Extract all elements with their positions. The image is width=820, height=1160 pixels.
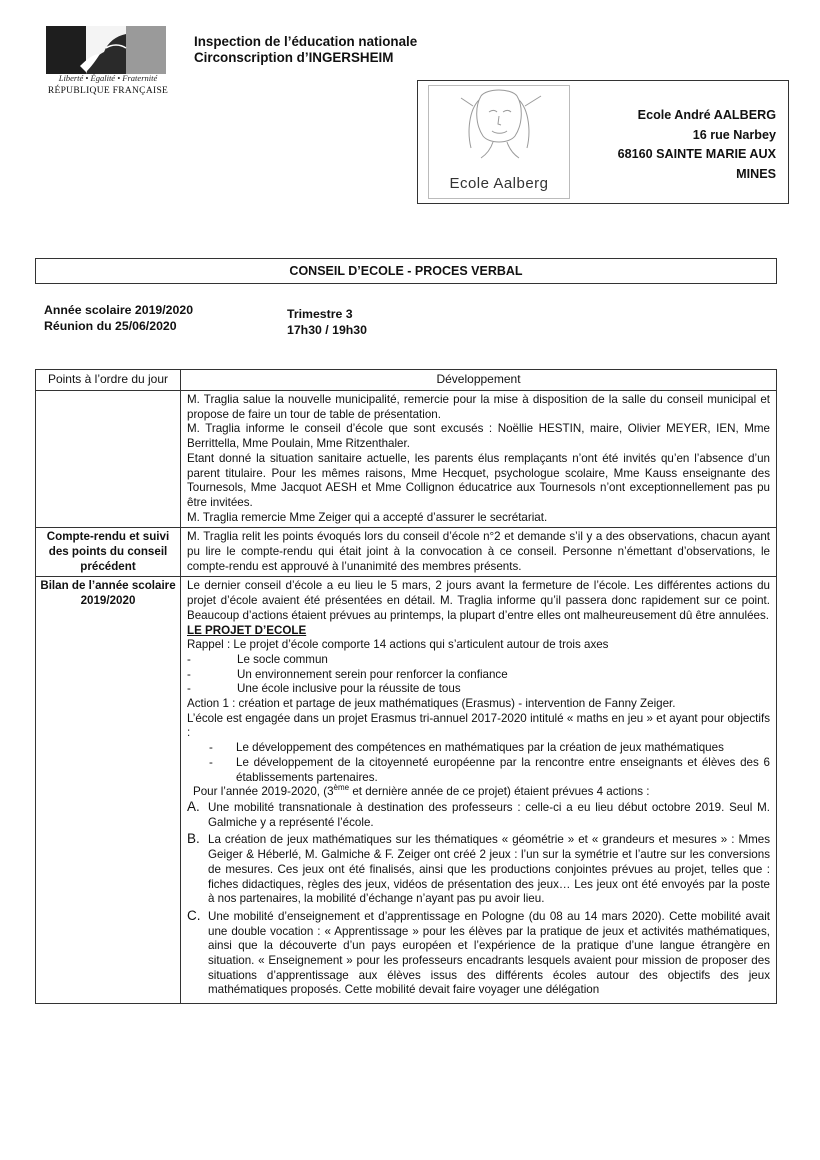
document-title: CONSEIL D’ECOLE - PROCES VERBAL (35, 258, 777, 284)
marianne-icon (46, 26, 166, 74)
inspection-header (194, 34, 417, 66)
minutes-table (35, 369, 777, 1004)
dash: - (187, 667, 191, 681)
dash: - (209, 741, 213, 755)
dash: - (209, 755, 213, 769)
row-compte-rendu-content (181, 528, 777, 577)
row-label-empty (36, 391, 181, 528)
paragraph: M. Traglia informe le conseil d’école que sont excusés : Noëllie HESTIN, maire, Olivier MEYER, IEN, Mme Berrittella, Mme Poulain, Mme Ritzenthaler. (187, 422, 770, 451)
row-bilan-content (181, 577, 777, 1004)
school-box (417, 80, 789, 204)
circonscription-line: Circonscription d’INGERSHEIM (194, 50, 394, 65)
table-row-bilan (36, 577, 777, 1004)
section-heading: LE PROJET D’ECOLE (187, 623, 307, 637)
school-year: Année scolaire 2019/2020 (44, 303, 194, 317)
paragraph: Etant donné la situation sanitaire actuelle, les parents élus remplaçants n’ont été invités qu’en l’absence d’un parent titulaire. Pour les mêmes raisons, Mme Hecquet, psychologue scolaire, Mme Kauss enseignante des Tournesols, Mme Jacquot AESH et Mme Collignon éducatrice aux Tournesols n’ont exceptionnellement pas pu être invitées. (187, 451, 770, 509)
axis-text: Une école inclusive pour la réussite de tous (237, 682, 461, 696)
table-row-intro (36, 391, 777, 528)
list-item (187, 653, 770, 668)
col-header-development: Développement (181, 370, 777, 391)
year-intro-sup: ème (333, 783, 350, 793)
list-item (187, 833, 770, 907)
inspection-line: Inspection de l’éducation nationale (194, 34, 418, 49)
list-letter: C. (187, 907, 201, 923)
axis-text: Le socle commun (237, 652, 328, 666)
meeting-date: Réunion du 25/06/2020 (44, 319, 177, 333)
list-item (187, 668, 770, 683)
meeting-schedule (287, 306, 367, 338)
list-item (187, 756, 770, 785)
axes-list (187, 653, 770, 697)
list-letter: A. (187, 798, 200, 814)
row-label-compte-rendu: Compte-rendu et suivi des points du conseil précédent (36, 528, 181, 577)
action-text: La création de jeux mathématiques sur les thématiques « géométrie » et « grandeurs et mesures » : Mmes Geiger & Héberlé, M. Galmiche & F. Zeiger ont créé 2 jeux : l’un sur la symétrie et l’autre sur les conversions de mesures. Ces jeux ont été finalisés, ainsi que les productions conjointes prévues au projet, telles que : fiches didactiques, règles des jeux, vidéos de présentation des jeux… Les jeux ont été envoyés par la poste à nos partenaires, la mobilité d’échange n’ayant pas pu avoir lieu. (208, 833, 770, 906)
axis-text: Un environnement serein pour renforcer la confiance (237, 667, 508, 681)
objective-text: Le développement de la citoyenneté européenne par la rencontre entre enseignants et élèves des 6 établissements partenaires. (236, 755, 770, 784)
list-letter: B. (187, 831, 200, 847)
paragraph: Action 1 : création et partage de jeux mathématiques (Erasmus) - intervention de Fanny Zeiger. (187, 697, 676, 711)
objective-text: Le développement des compétences en mathématiques par la création de jeux mathématiques (236, 741, 724, 755)
paragraph: L’école est engagée dans un projet Erasmus tri-annuel 2017-2020 intitulé « maths en jeu » et ayant pour objectifs : (187, 711, 770, 740)
school-street: 16 rue Narbey (692, 127, 776, 142)
action-text: Une mobilité d’enseignement et d’apprentissage en Pologne (du 08 au 14 mars 2020). Cette mobilité avait une double vocation : « Apprentissage » pour les élèves par la pratique de jeux et activités mathématiques, ainsi que la découverte d’un pays européen et l’expérience de la pratique d’une langue étrangère en situation. « Enseignement » pour les professeurs encadrants lesquels avaient pour mission de proposer des situations d’apprentissage aux élèves issus des différents écoles autour des objectifs des jeux mathématiques proposés. Cette mobilité devait faire voyager une délégation (208, 909, 770, 997)
action-text: Une mobilité transnationale à destination des professeurs : celle-ci a eu lieu début octobre 2019. Seul M. Galmiche y a représenté l’école. (208, 800, 770, 829)
meeting-info (44, 302, 193, 334)
school-name: Ecole André AALBERG (637, 108, 776, 122)
trimester: Trimestre 3 (287, 307, 353, 321)
year-intro-before: Pour l’année 2019-2020, (3 (193, 785, 334, 799)
school-city-cont: MINES (736, 166, 776, 181)
list-item (187, 798, 770, 830)
dash: - (187, 682, 191, 696)
paragraph (187, 785, 770, 800)
meeting-time: 17h30 / 19h30 (287, 323, 367, 337)
list-item (187, 741, 770, 756)
table-header-row (36, 370, 777, 391)
republic-motto: Liberté • Égalité • Fraternité (58, 73, 158, 83)
school-logo-text: Ecole Aalberg (449, 175, 549, 192)
paragraph: Le dernier conseil d’école a eu lieu le 5 mars, 2 jours avant la fermeture de l’école. Les différentes actions du projet d’école avaient été présentées en détail. M. Traglia informe qu’il passera donc rapidement sur ce point. Beaucoup d’actions étaient prévues au printemps, la plupart d’entre elles ont malheureusement dû être annulées. (187, 579, 770, 622)
paragraph: M. Traglia relit les points évoqués lors du conseil d’école n°2 et demande s’il y a des observations, chacun ayant pu lire le compte-rendu qui était joint à la convocation à ce conseil. Personne n’émettant d’observations, le compte-rendu est approuvé à l’unanimité des membres présents. (187, 530, 770, 573)
row-intro-content (181, 391, 777, 528)
school-address (566, 106, 776, 184)
actions-list (187, 798, 770, 998)
objectives-list (187, 741, 770, 785)
school-logo (428, 85, 570, 199)
republic-name: RÉPUBLIQUE FRANÇAISE (47, 86, 169, 96)
table-row-compte-rendu (36, 528, 777, 577)
list-item (187, 682, 770, 697)
dash: - (187, 652, 191, 666)
paragraph: Rappel : Le projet d’école comporte 14 actions qui s’articulent autour de trois axes (187, 638, 609, 652)
paragraph: M. Traglia salue la nouvelle municipalité, remercie pour la mise à disposition de la salle du conseil municipal et propose de faire un tour de table de présentation. (187, 393, 770, 421)
school-city: 68160 SAINTE MARIE AUX (617, 147, 776, 161)
paragraph: M. Traglia remercie Mme Zeiger qui a accepté d’assurer le secrétariat. (187, 510, 548, 524)
list-item (187, 907, 770, 998)
col-header-agenda: Points à l’ordre du jour (36, 370, 181, 391)
republique-francaise-logo (46, 26, 170, 102)
row-label-bilan: Bilan de l’année scolaire 2019/2020 (36, 577, 181, 1004)
year-intro-after: et dernière année de ce projet) étaient prévues 4 actions : (349, 785, 650, 799)
